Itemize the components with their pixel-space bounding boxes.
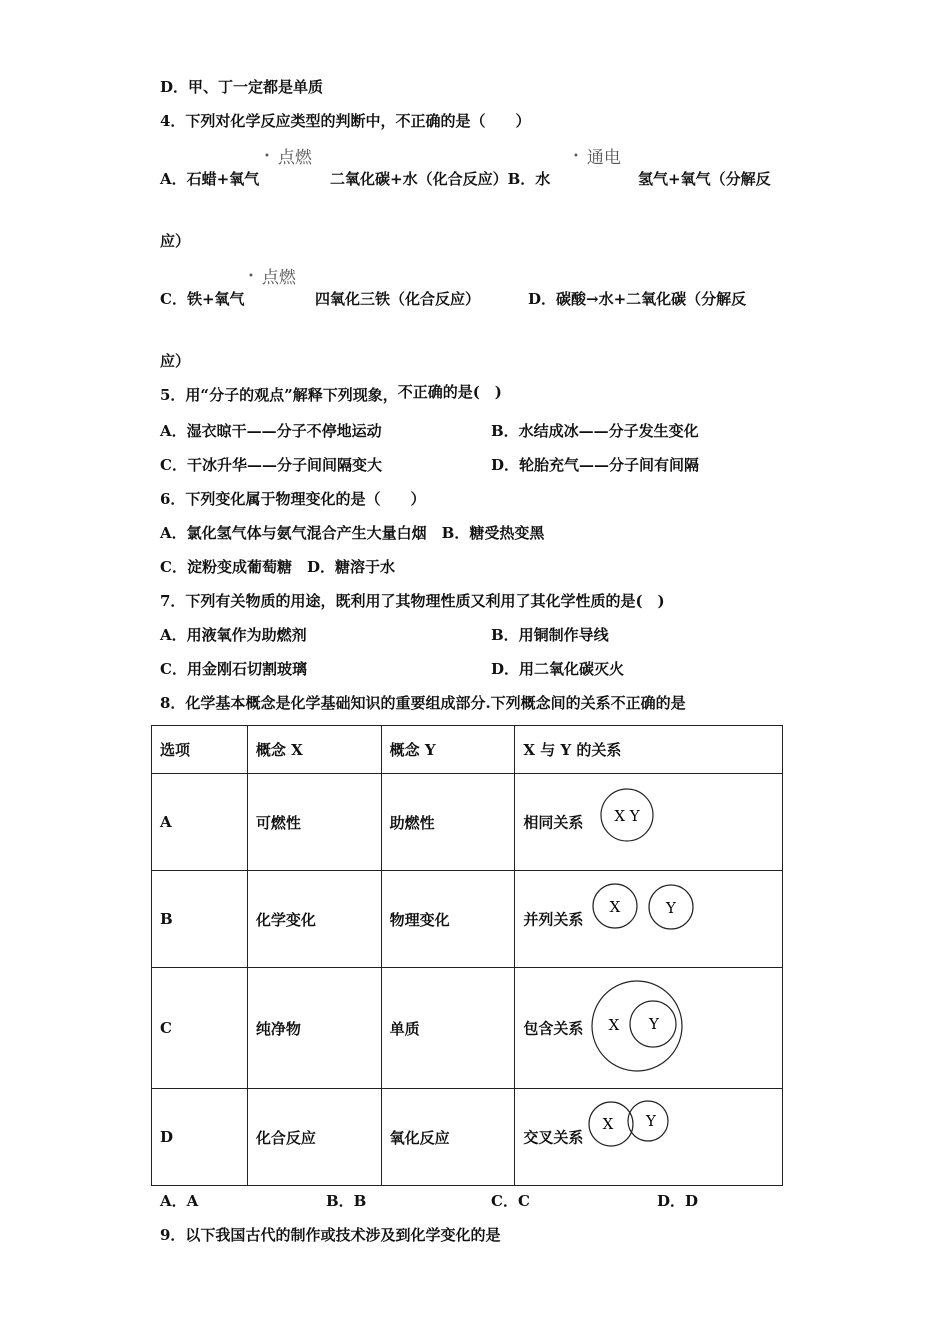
xy-label: X Y xyxy=(614,807,641,825)
q4-option-d-cont: 应） xyxy=(160,352,191,370)
q4-option-b-right: 氢气+氧气（分解反 xyxy=(638,170,771,188)
row-concept-y: 单质 xyxy=(381,968,515,1089)
table-header-row xyxy=(152,726,783,774)
q4-condition-b: • 通电 xyxy=(573,148,621,168)
row-concept-y: 氧化反应 xyxy=(381,1089,515,1186)
y-label: Y xyxy=(646,1112,657,1130)
q5-option-a: A．湿衣晾干——分子不停地运动 xyxy=(160,422,382,440)
q4-condition-a: • 点燃 xyxy=(264,148,312,168)
q6-options-cd: C．淀粉变成葡萄糖 D．糖溶于水 xyxy=(160,558,395,576)
table-row xyxy=(152,1089,783,1186)
y-label: Y xyxy=(666,899,677,917)
header-option: 选项 xyxy=(152,726,248,774)
q8-stem: 8．化学基本概念是化学基础知识的重要组成部分.下列概念间的关系不正确的是 xyxy=(160,694,686,712)
intersection-relation-diagram xyxy=(515,1089,783,1186)
q7-option-d: D．用二氧化碳灭火 xyxy=(491,660,625,678)
q4-option-a-right: 二氧化碳+水（化合反应）B．水 xyxy=(330,170,551,188)
q5-option-b: B．水结成冰——分子发生变化 xyxy=(491,422,699,440)
header-relation: X 与 Y 的关系 xyxy=(515,726,783,774)
y-label: Y xyxy=(649,1015,660,1033)
row-option: C xyxy=(152,968,248,1089)
header-concept-x: 概念 X xyxy=(247,726,381,774)
q4-option-b-cont: 应） xyxy=(160,232,191,250)
q7-option-b: B．用铜制作导线 xyxy=(491,626,609,644)
q4-stem: 4．下列对化学反应类型的判断中，不正确的是（ ） xyxy=(160,112,531,130)
q8-option-c: C．C xyxy=(491,1192,530,1210)
row-concept-y: 物理变化 xyxy=(381,871,515,968)
q4-option-c-left: C．铁+氧气 xyxy=(160,290,245,308)
row-concept-x: 化学变化 xyxy=(247,871,381,968)
x-label: X xyxy=(609,1016,620,1034)
q7-stem: 7．下列有关物质的用途，既利用了其物理性质又利用了其化学性质的是( ) xyxy=(160,592,665,610)
q8-option-d: D．D xyxy=(657,1192,699,1210)
q4-option-d: D．碳酸→水+二氧化碳（分解反 xyxy=(528,290,747,308)
q5-stem: 5．用“分子的观点”解释下列现象，不正确的是( ) xyxy=(160,383,502,404)
x-circle xyxy=(592,981,682,1071)
row-concept-x: 可燃性 xyxy=(247,774,381,871)
concept-relation-table xyxy=(151,725,783,1186)
q7-option-a: A．用液氧作为助燃剂 xyxy=(160,626,307,644)
row-concept-x: 纯净物 xyxy=(247,968,381,1089)
q6-stem: 6．下列变化属于物理变化的是（ ） xyxy=(160,490,426,508)
parallel-relation-diagram xyxy=(515,871,783,968)
q5-option-d: D．轮胎充气——分子间有间隔 xyxy=(491,456,700,474)
q6-options-ab: A．氯化氢气体与氨气混合产生大量白烟 B．糖受热变黑 xyxy=(160,524,545,542)
q4-option-a-left: A．石蜡+氧气 xyxy=(160,170,260,188)
x-label: X xyxy=(603,1115,614,1133)
q3-option-d: D．甲、丁一定都是单质 xyxy=(160,78,324,96)
row-concept-x: 化合反应 xyxy=(247,1089,381,1186)
row-option: D xyxy=(152,1089,248,1186)
q8-option-a: A．A xyxy=(160,1192,199,1210)
identical-relation-diagram xyxy=(515,774,783,871)
q8-option-b: B．B xyxy=(326,1192,367,1210)
table-row xyxy=(152,871,783,968)
x-label: X xyxy=(610,898,621,916)
table-row xyxy=(152,968,783,1089)
q9-stem: 9．以下我国古代的制作或技术涉及到化学变化的是 xyxy=(160,1226,501,1244)
q4-option-c-right: 四氧化三铁（化合反应） xyxy=(315,290,481,308)
row-concept-y: 助燃性 xyxy=(381,774,515,871)
row-relation: 交叉关系 X Y xyxy=(515,1089,783,1186)
row-option: A xyxy=(152,774,248,871)
row-relation: 相同关系 X Y xyxy=(515,774,783,871)
q7-option-c: C．用金刚石切割玻璃 xyxy=(160,660,307,678)
inclusion-relation-diagram xyxy=(515,968,783,1089)
row-relation: 包含关系 X Y xyxy=(515,968,783,1089)
row-option: B xyxy=(152,871,248,968)
header-concept-y: 概念 Y xyxy=(381,726,515,774)
q4-condition-c: • 点燃 xyxy=(248,268,296,288)
table-row xyxy=(152,774,783,871)
row-relation: 并列关系 X Y xyxy=(515,871,783,968)
q5-option-c: C．干冰升华——分子间间隔变大 xyxy=(160,456,382,474)
